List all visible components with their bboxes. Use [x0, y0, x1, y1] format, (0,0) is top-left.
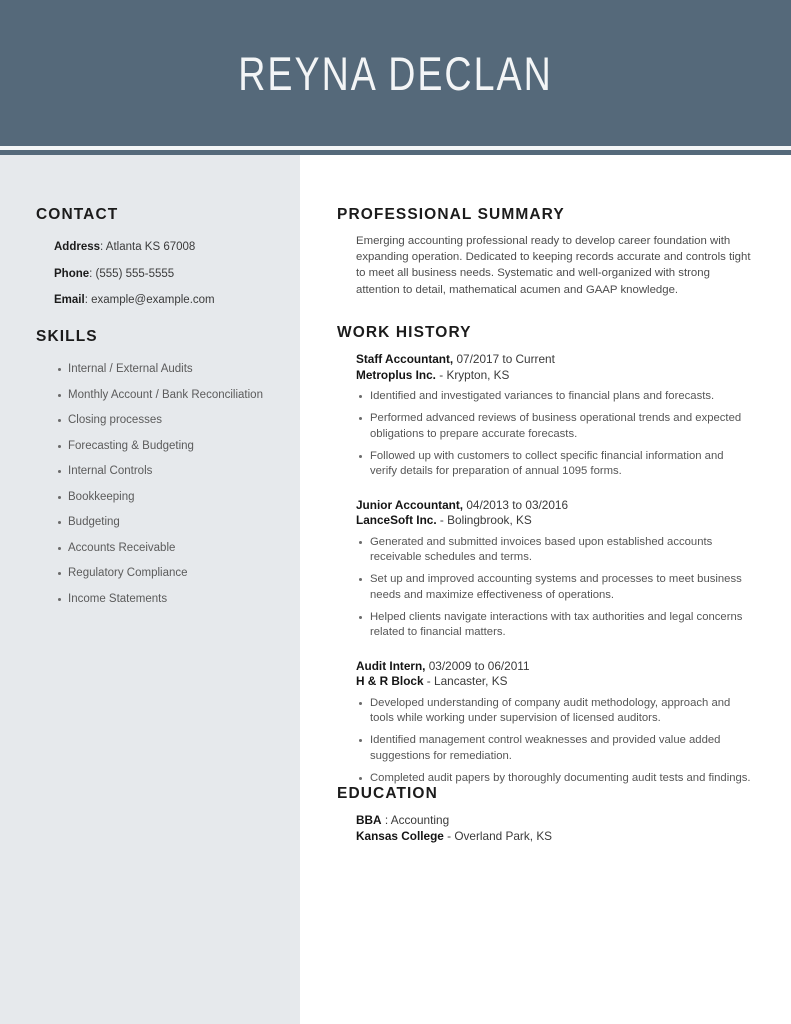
- education-entry: [337, 813, 757, 844]
- education-field: Accounting: [390, 813, 450, 827]
- contact-label-phone: Phone: [54, 267, 90, 280]
- job-title-line: [356, 498, 757, 514]
- education-section: [337, 785, 757, 844]
- list-item: Forecasting & Budgeting: [36, 441, 292, 453]
- professional-summary-section: [337, 206, 757, 298]
- contact-label-email: Email: [54, 294, 85, 306]
- list-item: Completed audit papers by thoroughly documenting audit tests and findings.: [337, 771, 752, 786]
- list-item: Identified management control weaknesses and provided value added suggestions for remediation.: [337, 733, 752, 764]
- job-company: H & R Block: [356, 674, 424, 689]
- skills-heading: SKILLS: [36, 328, 98, 345]
- list-item: Developed understanding of company audit methodology, approach and tools while working under supervision of licensed auditors.: [337, 696, 752, 727]
- contact-separator-email: :: [84, 294, 88, 306]
- job-dates: 03/2009 to 06/2011: [428, 658, 530, 673]
- professional-summary-text: Emerging accounting professional ready to develop career foundation with expanding operation. Dedicated to keeping records accurate and controls tight to meet all business needs. Systematic and well-organized with strong attention to detail, mathematical acumen and GAAP knowledge.: [356, 235, 751, 296]
- list-item: Regulatory Compliance: [36, 568, 292, 580]
- education-degree-separator: :: [384, 813, 389, 827]
- main-column: [300, 155, 791, 1024]
- list-item: Set up and improved accounting systems and processes to meet business needs and maximize effectiveness of operations.: [337, 572, 752, 603]
- education-school-separator: -: [447, 828, 452, 843]
- contact-label-address: Address: [54, 241, 101, 253]
- list-item: Monthly Account / Bank Reconciliation: [36, 390, 292, 402]
- list-item: Income Statements: [36, 594, 292, 606]
- education-degree: BBA: [356, 813, 382, 827]
- job-dates: 07/2017 to Current: [456, 352, 555, 366]
- list-item: Followed up with customers to collect specific financial information and verify details for preparation of annual 1095 forms.: [337, 449, 752, 480]
- contact-heading: CONTACT: [36, 206, 119, 223]
- job-location: Krypton, KS: [446, 367, 510, 382]
- professional-summary-heading: PROFESSIONAL SUMMARY: [337, 206, 565, 223]
- job-location-separator: -: [439, 513, 444, 528]
- education-heading: EDUCATION: [337, 785, 438, 802]
- job-location-separator: -: [439, 367, 444, 382]
- contact-row-address: [36, 242, 286, 254]
- job-company-line: [356, 674, 757, 690]
- list-item: Performed advanced reviews of business operational trends and expected obligations to prepare accurate forecasts.: [337, 411, 752, 442]
- job-bullet-list: [337, 535, 757, 641]
- education-location: Overland Park, KS: [454, 828, 553, 843]
- list-item: Helped clients navigate interactions with tax authorities and legal concerns related to financial matters.: [337, 610, 752, 641]
- contact-separator-phone: :: [89, 267, 93, 280]
- job-title: Audit Intern,: [356, 658, 426, 673]
- list-item: Identified and investigated variances to financial plans and forecasts.: [337, 389, 752, 404]
- contact-value-phone: (555) 555-5555: [95, 267, 175, 280]
- page-title: REYNA DECLAN: [238, 46, 553, 100]
- job-dates: 04/2013 to 03/2016: [466, 497, 569, 512]
- list-item: Budgeting: [36, 517, 292, 529]
- contact-value-email: example@example.com: [91, 294, 215, 306]
- contact-row-email: [36, 295, 286, 307]
- job-company-line: [356, 513, 757, 529]
- work-history-heading: WORK HISTORY: [337, 324, 472, 341]
- contact-separator-address: :: [100, 241, 104, 253]
- list-item: Internal / External Audits: [36, 364, 292, 376]
- work-history-entry: [337, 659, 757, 787]
- job-title-line: [356, 659, 757, 675]
- job-title-line: [356, 352, 757, 368]
- job-company: Metroplus Inc.: [356, 367, 436, 382]
- list-item: Closing processes: [36, 415, 292, 427]
- job-location: Lancaster, KS: [434, 674, 508, 689]
- education-degree-line: [356, 813, 757, 829]
- job-title: Junior Accountant,: [356, 497, 464, 512]
- contact-list: [36, 242, 286, 307]
- job-location: Bolingbrook, KS: [447, 513, 532, 528]
- contact-value-address: Atlanta KS 67008: [105, 241, 196, 253]
- job-bullet-list: [337, 389, 757, 479]
- list-item: Accounts Receivable: [36, 543, 292, 555]
- job-location-separator: -: [426, 674, 431, 689]
- sidebar: [0, 155, 300, 1024]
- education-school: Kansas College: [356, 828, 444, 843]
- list-item: Bookkeeping: [36, 492, 292, 504]
- list-item: Generated and submitted invoices based upon established accounts receivable schedules and terms.: [337, 535, 752, 566]
- resume-body: [0, 155, 791, 1024]
- job-bullet-list: [337, 696, 757, 786]
- contact-section: [36, 206, 286, 307]
- job-company-line: [356, 368, 757, 384]
- job-title: Staff Accountant,: [356, 352, 454, 366]
- work-history-entry: [337, 498, 757, 641]
- skills-list: [36, 364, 292, 605]
- education-school-line: [356, 829, 757, 845]
- work-history-section: [337, 324, 757, 786]
- contact-row-phone: [36, 269, 286, 281]
- skills-section: [36, 328, 292, 605]
- list-item: Internal Controls: [36, 466, 292, 478]
- work-history-entry: [337, 352, 757, 480]
- job-company: LanceSoft Inc.: [356, 513, 437, 528]
